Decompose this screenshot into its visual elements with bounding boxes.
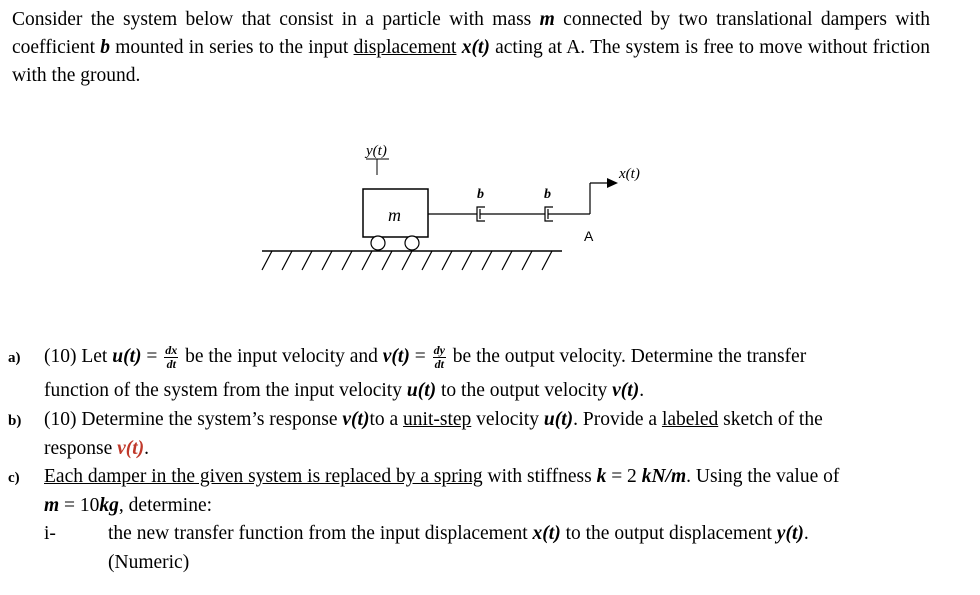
damper-2-label: b: [544, 187, 551, 202]
damper-1: [428, 207, 520, 221]
question-b: (10) Determine the system’s response v(t)to a unit-step velocity u(t). Provide a labeled sketch of the: [44, 409, 823, 430]
fraction-dy-dt: $\frac{dy}{dt}$: [433, 343, 445, 372]
intro-text-1: Consider the system below that consist in a particle with mass: [12, 9, 540, 30]
question-c-i-label: i-: [44, 523, 56, 544]
question-b-line2: response v(t).: [44, 438, 150, 459]
question-c: Each damper in the given system is replaced by a spring with stiffness k = 2 kN/m. Using the value of: [44, 466, 840, 487]
question-b-label: b): [8, 413, 22, 429]
wheel-left: [371, 236, 385, 250]
intro-text-3: mounted in series to the input: [110, 37, 354, 58]
question-a-label: a): [8, 350, 21, 366]
y-label: y(t): [366, 143, 387, 159]
question-c-line2: m = 10kg, determine:: [44, 495, 213, 516]
damper-1-label: b: [477, 187, 484, 202]
mass-label: m: [388, 205, 401, 225]
intro-text-2: connected by two translational dampers with coefficient: [12, 9, 930, 58]
input-displacement-symbol: x(t): [461, 37, 490, 58]
damper-symbol: b: [100, 37, 110, 58]
question-c-i: the new transfer function from the input displacement x(t) to the output displacement y(t).: [108, 523, 809, 544]
question-c-numeric: (Numeric): [108, 552, 190, 573]
x-label: x(t): [619, 166, 640, 182]
displacement-text: displacement: [353, 37, 457, 58]
mass-symbol: m: [539, 9, 555, 30]
question-a-line2: function of the system from the input velocity u(t) to the output velocity v(t).: [44, 380, 645, 401]
damper-2: [520, 183, 608, 221]
point-a-label: A: [584, 228, 594, 244]
fraction-dx-dt: $\frac{dx}{dt}$: [165, 343, 178, 372]
wheel-right: [405, 236, 419, 250]
input-arrow-head: [607, 178, 618, 188]
ground-hatching: [262, 251, 552, 270]
intro-text-5: acting at A. The system is free to move without friction with the ground.: [12, 37, 930, 86]
question-c-label: c): [8, 470, 20, 486]
question-a: (10) Let u(t) = $\frac{dx}{dt}$ be the input velocity and v(t) = $\frac{dy}{dt}$ be the output velocity. Determine the transfer: [44, 343, 807, 372]
